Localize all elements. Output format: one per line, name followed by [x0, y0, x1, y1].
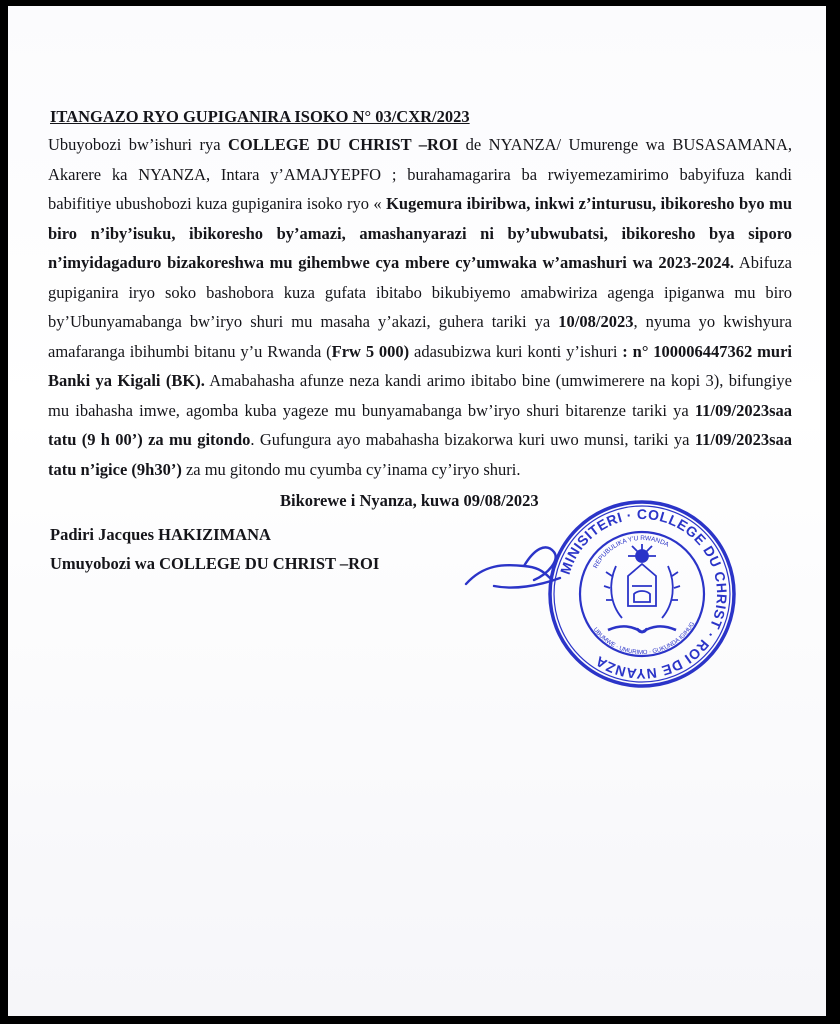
signature-mark [466, 547, 560, 587]
paragraph-run: . Gufungura ayo mabahasha bizakorwa kuri uwo munsi, tariki ya [250, 430, 695, 449]
svg-text:REPUBULIKA Y'U RWANDA [592, 535, 670, 570]
paragraph-run: Ubuyobozi bw’ishuri rya [48, 135, 228, 154]
paragraph-run: adasubizwa kuri konti y’ishuri [409, 341, 623, 361]
stamp-ring-text: MINISITERI · COLLEGE DU CHRIST · ROI DE NYANZA [556, 505, 731, 683]
notice-title: ITANGAZO RYO GUPIGANIRA ISOKO N° 03/CXR/2023 [50, 107, 470, 126]
stamp-inner-text: REPUBULIKA Y'U RWANDA [592, 534, 670, 570]
official-stamp [464, 494, 754, 694]
paragraph-run: Frw 5 000) [331, 341, 410, 361]
date-line: Bikorewe i Nyanza, kuwa 09/08/2023 [280, 491, 539, 510]
paragraph-run: , nyuma yo kwishyura amafaranga ibihumbi bitanu y’u Rwanda ( [48, 312, 792, 361]
paragraph-run: 10/08/2023 [558, 312, 634, 331]
stamp-bottom-text: UBUMWE · UMURIMO · GUKUNDA IGIHUGU [591, 590, 697, 657]
paragraph-run: Kugemura ibiribwa, inkwi z’inturusu, ibikoresho byo mu biro n’iby’isuku, ibikoresho by’amazi, amashanyarazi ni by’ubwubatsi, ibikoresho bya siporo n’imyidagaduro bizakoreshwa mu gihembwe cya mbere cy’umwaka w’amashuri wa 2023-2024. [48, 194, 793, 272]
paragraph-run: 11/09/2023saa tatu n’igice (9h30’) [48, 430, 792, 479]
paragraph-run: Abifuza gupiganira iryo soko bashobora kuza gufata ibitabo bikubiyemo amabwiriza agenga ipiganwa mu biro by’Ubunyamabanga bw’iryo shuri mu masaha y’akazi, guhera tariki ya [48, 253, 792, 331]
paragraph-run: COLLEGE DU CHRIST –ROI [228, 135, 459, 154]
paragraph-run: de NYANZA/ Umurenge wa BUSASAMANA, Akarere ka NYANZA, Intara y’AMAJYEPFO ; burahamagarira ba rwiyemezamirimo babyifuza kandi babifitiye ubushobozi kuza gupiganira isoko ryo « [48, 135, 792, 213]
notice-paragraph [48, 130, 792, 484]
paragraph-run: 11/09/2023saa tatu (9 h 00’) za mu gitondo [48, 400, 792, 449]
paragraph-run: Amabahasha afunze neza kandi arimo ibitabo bine (umwimerere na kopi 3), bifungiye mu ibahasha imwe, agomba kuba yageze mu bunyamabanga bw’iryo shuri bitarenze tariki ya [48, 371, 792, 420]
signatory-role: Umuyobozi wa COLLEGE DU CHRIST –ROI [50, 554, 380, 573]
document-page [8, 6, 826, 1016]
paragraph-run: za mu gitondo mu cyumba cy’inama cy’iryo shuri. [181, 459, 521, 479]
signatory-name: Padiri Jacques HAKIZIMANA [50, 525, 271, 544]
paragraph-run: : n° 100006447362 muri Banki ya Kigali (BK). [48, 341, 792, 390]
